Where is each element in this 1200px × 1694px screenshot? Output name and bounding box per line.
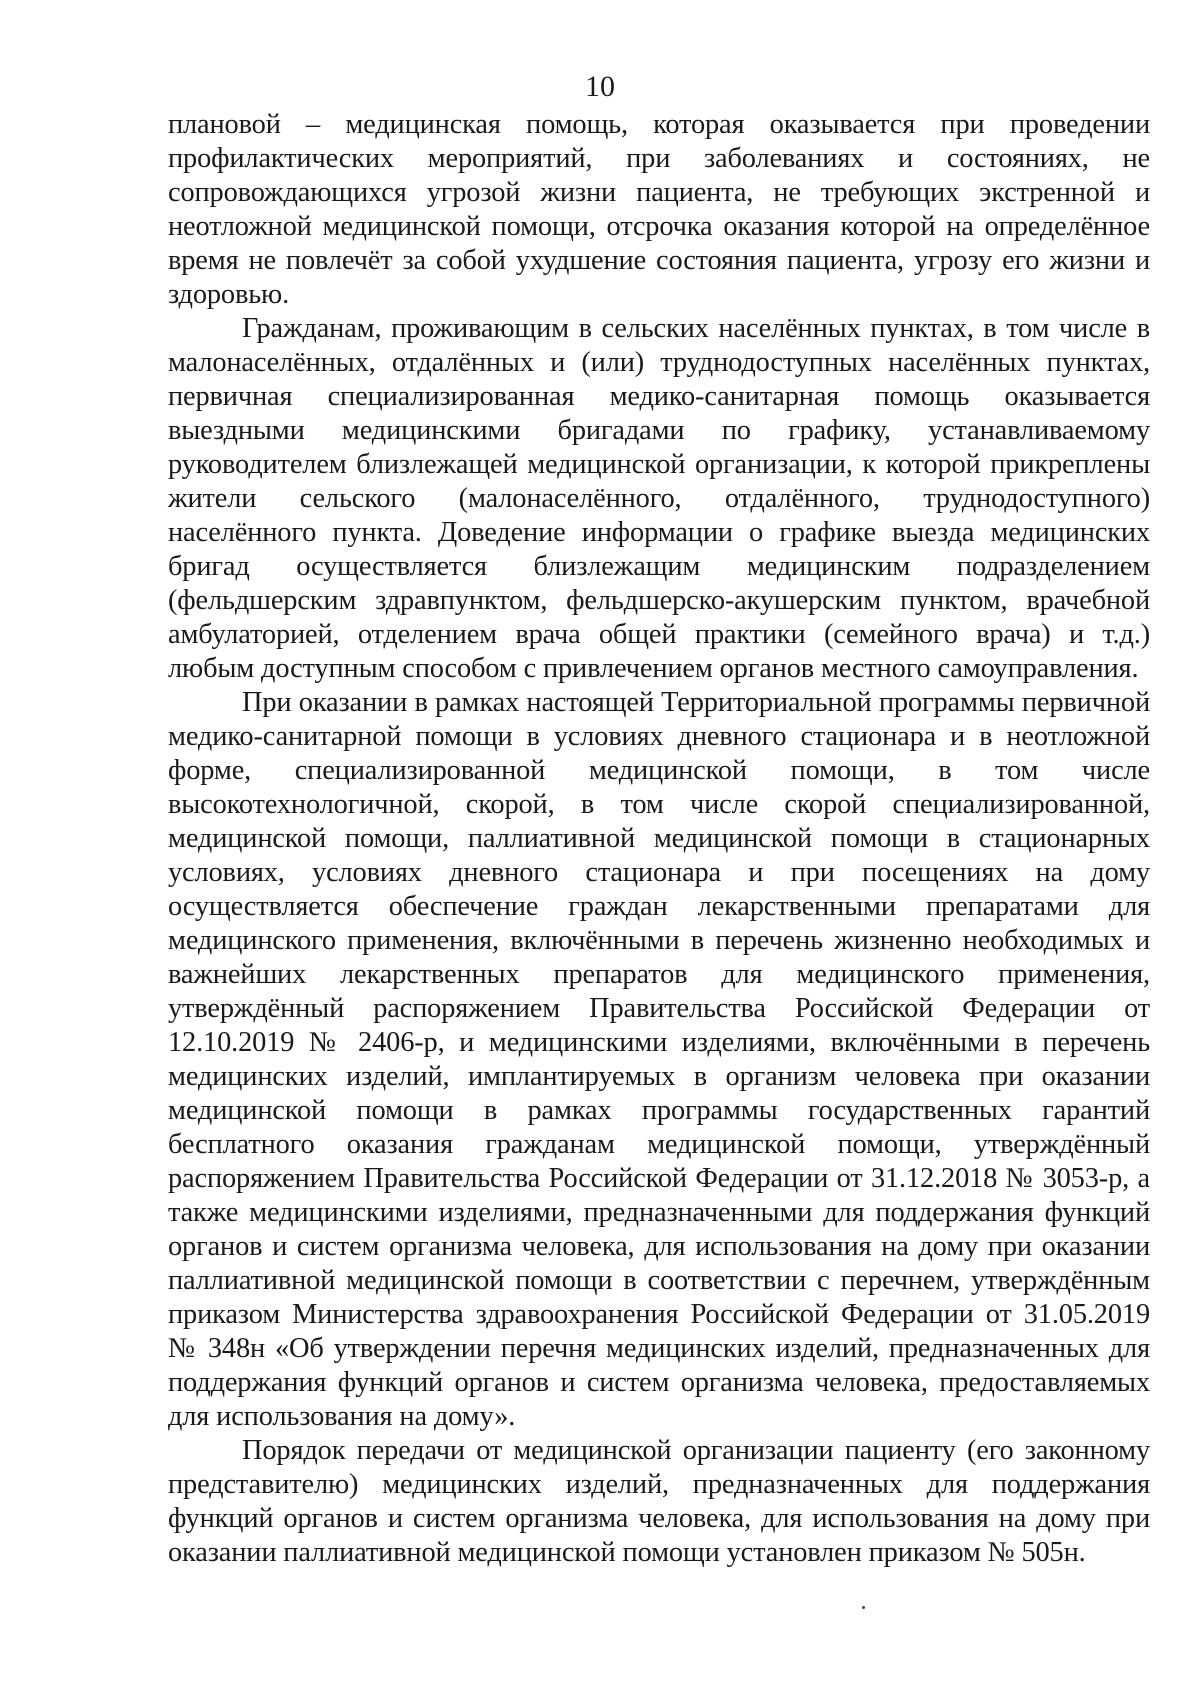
- paragraph-medication-provision: При оказании в рамках настоящей Территориальной программы первичной медико-санитарной помощи в условиях дневного стационара и в неотложной форме, специализированной медицинской помощи, в том числе высокотехнологичной, скорой, в том числе скорой специализированной, медицинской помощи, паллиативной медицинской помощи в стационарных условиях, условиях дневного стационара и при посещениях на дому осуществляется обеспечение граждан лекарственными препаратами для медицинского применения, включёнными в перечень жизненно необходимых и важнейших лекарственных препаратов для медицинского применения, утверждённый распоряжением Правительства Российской Федерации от 12.10.2019 № 2406-р, и медицинскими изделиями, включёнными в перечень медицинских изделий, имплантируемых в организм человека при оказании медицинской помощи в рамках программы государственных гарантий бесплатного оказания гражданам медицинской помощи, утверждённый распоряжением Правительства Российской Федерации от 31.12.2018 № 3053-р, а также медицинскими изделиями, предназначенными для поддержания функций органов и систем организма человека, для использования на дому при оказании паллиативной медицинской помощи в соответствии с перечнем, утверждённым приказом Министерства здравоохранения Российской Федерации от 31.05.2019 № 348н «Об утверждении перечня медицинских изделий, предназначенных для поддержания функций органов и систем организма человека, предоставляемых для использования на дому».: [168, 687, 1150, 1432]
- paragraph-device-transfer-order: Порядок передачи от медицинской организации пациенту (его законному представителю) медицинских изделий, предназначенных для поддержания функций органов и систем организма человека, для использования на дому при оказании паллиативной медицинской помощи установлен приказом № 505н.: [168, 1435, 1150, 1568]
- page-number: 10: [585, 70, 615, 103]
- document-body: [168, 108, 1150, 1570]
- scan-speck: [862, 1606, 865, 1609]
- paragraph-rural-residents: Гражданам, проживающим в сельских населённых пунктах, в том числе в малонаселённых, отдалённых и (или) труднодоступных населённых пунктах, первичная специализированная медико-санитарная помощь оказывается выездными медицинскими бригадами по графику, устанавливаемому руководителем близлежащей медицинской организации, к которой прикреплены жители сельского (малонаселённого, отдалённого, труднодоступного) населённого пункта. Доведение информации о графике выезда медицинских бригад осуществляется близлежащим медицинским подразделением (фельдшерским здравпунктом, фельдшерско-акушерским пунктом, врачебной амбулаторией, отделением врача общей практики (семейного врача) и т.д.) любым доступным способом с привлечением органов местного самоуправления.: [168, 313, 1150, 684]
- paragraph-planned-care-definition: плановой – медицинская помощь, которая оказывается при проведении профилактических мероприятий, при заболеваниях и состояниях, не сопровождающихся угрозой жизни пациента, не требующих экстренной и неотложной медицинской помощи, отсрочка оказания которой на определённое время не повлечёт за собой ухудшение состояния пациента, угрозу его жизни и здоровью.: [168, 109, 1150, 310]
